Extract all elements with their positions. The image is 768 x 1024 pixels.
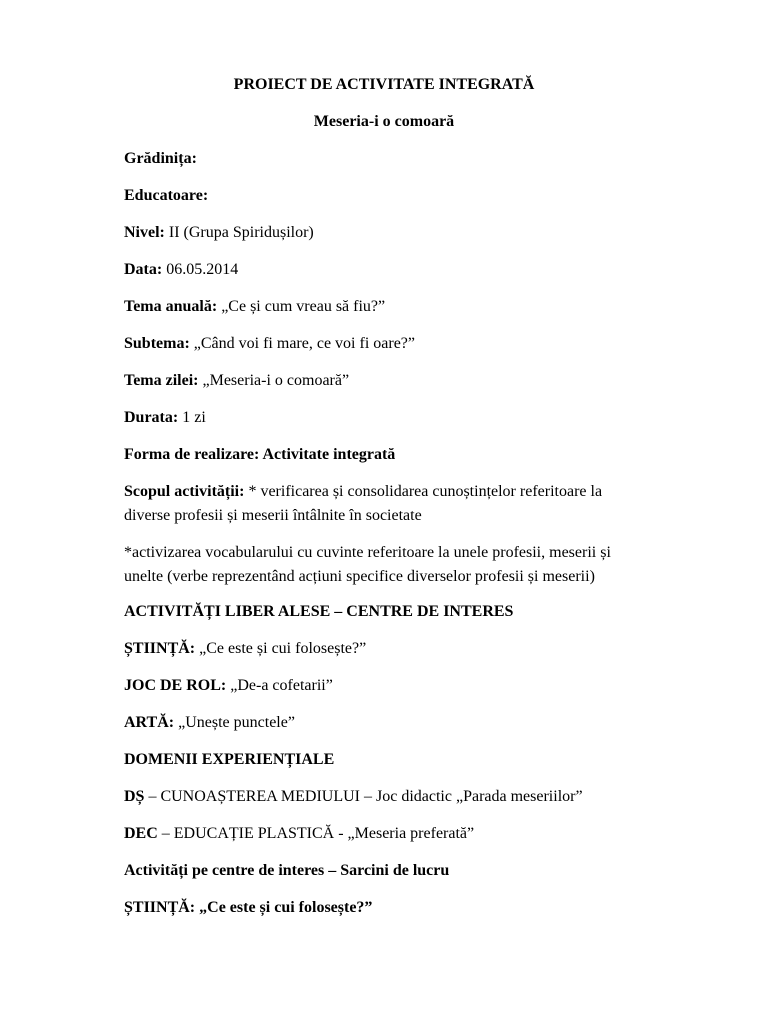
scopul-row-1 [124,482,602,502]
document-subtitle: Meseria-i o comoară [313,113,455,130]
joc-rol-label: JOC DE ROL: [124,677,227,694]
joc-rol-value: „De-a cofetarii” [226,677,333,694]
subtema-label: Subtema: [124,335,190,352]
ds-row [124,787,583,807]
forma-realizare: Forma de realizare: Activitate integrată [124,446,396,463]
scopul-line-2: diverse profesii și meserii întâlnite în societate [124,507,422,524]
durata-value: 1 zi [178,409,206,426]
tema-anuala-row [124,297,385,317]
arta-row [124,713,295,733]
dec-row [124,824,474,844]
document-title: PROIECT DE ACTIVITATE INTEGRATĂ [233,76,535,93]
stiinta-final-heading: ȘTIINȚĂ: „Ce este și cui folosește?” [124,899,373,916]
nivel-label: Nivel: [124,224,165,241]
tema-anuala-value: „Ce și cum vreau să fiu?” [217,298,386,315]
scopul-line-1: * verificarea și consolidarea cunoștințelor referitoare la [244,483,603,500]
subtema-value: „Când voi fi mare, ce voi fi oare?” [189,335,416,352]
domenii-heading: DOMENII EXPERIENȚIALE [124,751,335,768]
durata-label: Durata: [124,409,179,426]
gradinita-label: Grădinița: [124,150,197,167]
tema-zilei-value: „Meseria-i o comoară” [198,372,350,389]
ds-value: – CUNOAȘTEREA MEDIULUI – Joc didactic „Parada meseriilor” [144,788,583,805]
arta-label: ARTĂ: [124,714,175,731]
centre-heading: Activități pe centre de interes – Sarcini de lucru [124,862,450,879]
educatoare-label: Educatoare: [124,187,209,204]
data-label: Data: [124,261,163,278]
joc-rol-row [124,676,333,696]
tema-anuala-label: Tema anuală: [124,298,218,315]
dec-value: – EDUCAȚIE PLASTICĂ - „Meseria preferată” [157,825,475,842]
stiinta-row [124,639,366,659]
tema-zilei-row [124,371,349,391]
scopul-label: Scopul activității: [124,483,245,500]
stiinta-value: „Ce este și cui folosește?” [195,640,367,657]
data-value: 06.05.2014 [162,261,239,278]
durata-row [124,408,206,428]
educatoare-row [124,186,208,206]
dec-label: DEC [124,825,158,842]
gradinita-row [124,149,197,169]
tema-zilei-label: Tema zilei: [124,372,199,389]
ds-label: DȘ [124,788,145,805]
stiinta-label: ȘTIINȚĂ: [124,640,196,657]
nivel-value: II (Grupa Spiridușilor) [164,224,314,241]
activizare-line-1: *activizarea vocabularului cu cuvinte referitoare la unele profesii, meserii și [124,544,611,561]
ala-heading: ACTIVITĂȚI LIBER ALESE – CENTRE DE INTERES [124,603,514,620]
subtema-row [124,334,415,354]
arta-value: „Unește punctele” [174,714,295,731]
activizare-line-2: unelte (verbe reprezentând acțiuni specifice diverselor profesii și meserii) [124,568,595,585]
nivel-row [124,223,314,243]
data-row [124,260,238,280]
